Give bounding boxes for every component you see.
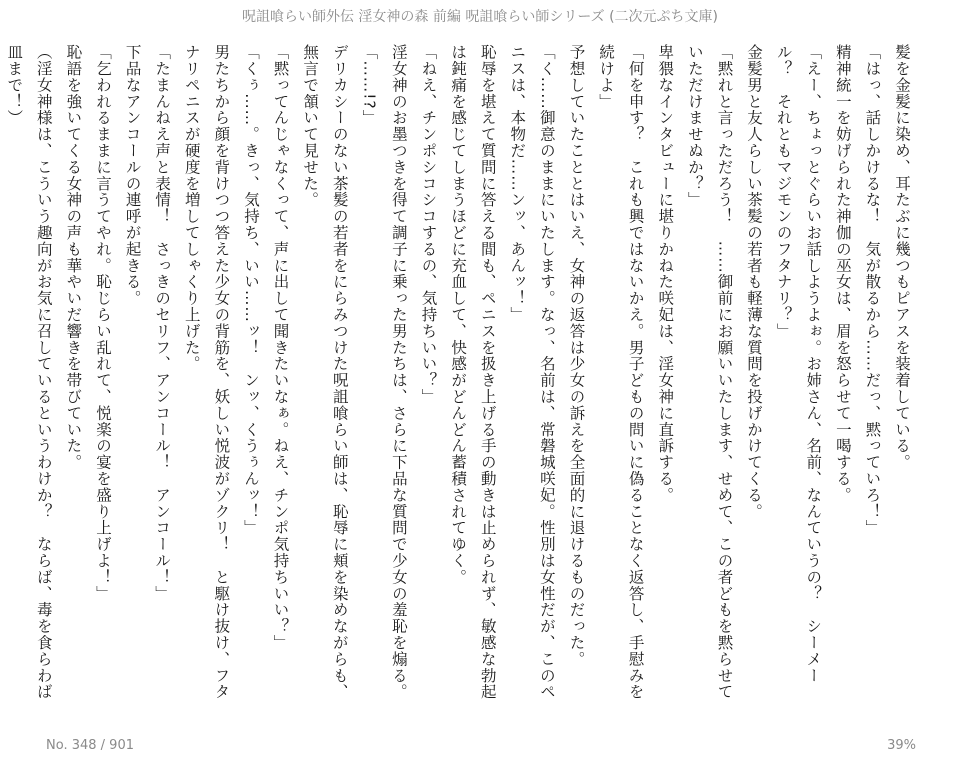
- paragraph: 恥辱を堪えて質問に答える間も、ペニスを扱き上げる手の動きは止められず、敏感な勃起は鈍痛を感じてしまうほどに充血して、快感がどんどん蓄積されてゆく。: [449, 44, 497, 700]
- paragraph: 精神統一を妨げられた神伽の巫女は、眉を怒らせて一喝する。: [833, 44, 852, 504]
- paragraph: 「く……御意のままにいたします。なっ、名前は、常磐城咲妃。性別は女性だが、このペニスは、本物だ……ンッ、あんッ！」: [508, 44, 556, 700]
- paragraph: 淫女神のお墨つきを得て調子に乗った男たちは、さらに下品な質問で少女の羞恥を煽る。: [389, 44, 408, 700]
- paragraph: 「黙ってんじゃなくって、声に出して聞きたいなぁ。ねえ、チンポ気持ちいい？」: [271, 44, 290, 651]
- reading-page[interactable]: [5, 44, 916, 714]
- progress-text: 39%: [887, 738, 916, 753]
- paragraph: 髪を金髪に染め、耳たぶに幾つもピアスを装着している。: [893, 44, 911, 471]
- paragraph: 「えー、ちょっとぐらいお話しようよぉ。お姉さん、名前、なんていうの？ シーメール？ それともマジモンのフタナリ？」: [774, 44, 823, 684]
- paragraph: 恥語を強いてくる女神の声も華やいだ響きを帯びていた。: [64, 44, 83, 471]
- progress-indicator: [887, 738, 916, 753]
- paragraph: 男たちから顔を背けつつ答えた少女の背筋を、妖しい悦波がゾクリ！ と駆け抜け、フタナリペニスが硬度を増してしゃくり上げた。: [182, 44, 231, 700]
- book-title: 呪詛喰らい師外伝 淫女神の森 前編 呪詛喰らい師シリーズ (二次元ぷち文庫): [241, 9, 719, 25]
- paragraph: 「……!?」: [360, 44, 379, 126]
- book-title-header: [0, 0, 960, 32]
- paragraph: （淫女神様は、こういう趣向がお気に召しているというわけか？ ならば、毒を食らわば皿まで！）: [5, 44, 53, 700]
- paragraph: 「乞われるままに言うてやれ。恥じらい乱れて、悦楽の宴を盛り上げよ！」: [93, 44, 112, 602]
- paragraph: 金髪男と友人らしい茶髪の若者も軽薄な質問を投げかけてくる。: [745, 44, 764, 520]
- paragraph: 卑猥なインタビューに堪りかねた咲妃は、淫女神に直訴する。: [656, 44, 675, 504]
- paragraph: 「たまんねえ声と表情！ さっきのセリフ、アンコール！ アンコール！」: [153, 44, 172, 602]
- paragraph: 「黙れと言っただろう！ ……御前にお願いいたします、せめて、この者どもを黙らせていただけませぬか？」: [685, 44, 734, 700]
- location-indicator: [46, 738, 134, 753]
- paragraph: 予想していたこととはいえ、女神の返答は少女の訴えを全面的に退けるものだった。: [567, 44, 586, 668]
- paragraph: 「何を申す？ これも興ではないかえ。男子どもの問いに偽ることなく返答し、手慰みを続けよ」: [597, 44, 645, 700]
- paragraph: 下品なアンコールの連呼が起きる。: [123, 44, 142, 307]
- location-text: No. 348 / 901: [46, 738, 134, 753]
- paragraph: 「はっ、話しかけるな！ 気が散るから……だっ、黙っていろ！」: [863, 44, 882, 536]
- paragraph: 「ねえ、チンポシコシコするの、気持ちいい？」: [419, 44, 438, 405]
- vertical-text-body: [5, 44, 916, 714]
- paragraph: 「くぅ……。きっ、気持ち、いい……ッ！ ンッ、くうぅんッ！」: [241, 44, 260, 536]
- paragraph: デリカシーのない茶髪の若者をにらみつけた呪詛喰らい師は、恥辱に頬を染めながらも、無言で頷いて見せた。: [301, 44, 349, 700]
